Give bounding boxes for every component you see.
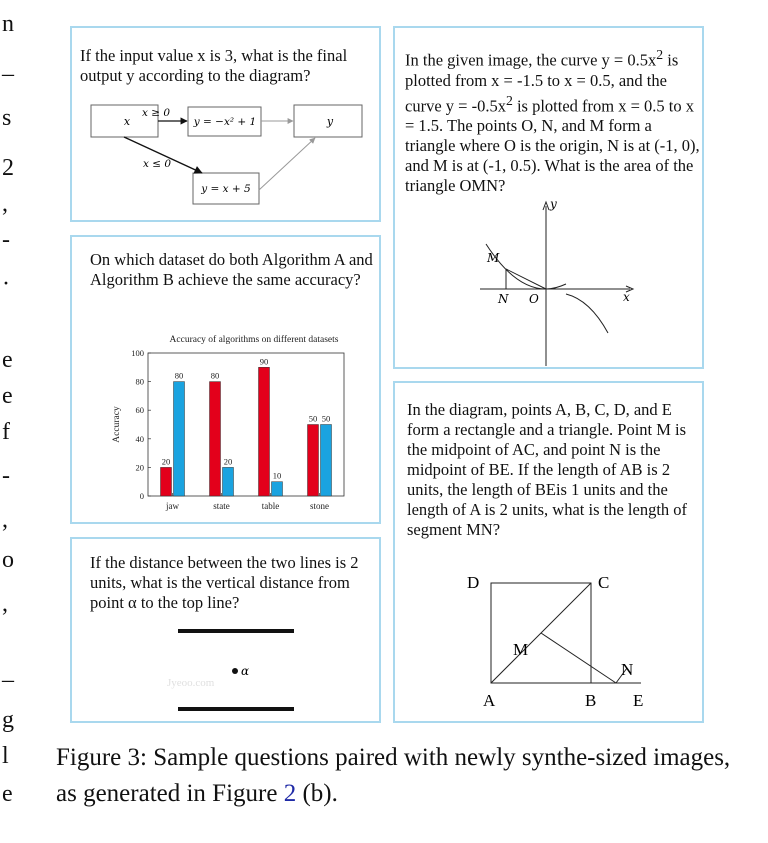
chart-title: Accuracy of algorithms on different datasets	[169, 335, 339, 345]
label-a: A	[483, 691, 496, 710]
margin-char: g	[2, 707, 14, 733]
point-alpha	[232, 668, 238, 674]
data-label: 50	[308, 413, 318, 424]
data-label: 90	[259, 356, 269, 367]
cond-lower: x ≤ 0	[142, 158, 172, 170]
label-d: D	[467, 573, 480, 592]
bar	[259, 367, 270, 496]
data-label: 80	[174, 370, 184, 381]
flow-diagram	[72, 28, 383, 224]
label-n: N	[621, 660, 634, 679]
label-y: y	[550, 197, 557, 211]
margin-char: e	[2, 781, 13, 807]
caption-suffix: (b).	[296, 780, 338, 807]
panel-parabola	[393, 26, 704, 369]
lines-diagram	[72, 539, 383, 725]
y-tick-label: 80	[135, 376, 144, 387]
margin-char: n	[2, 11, 14, 37]
bar	[308, 425, 319, 497]
curve-lower	[566, 294, 608, 333]
label-m: M	[487, 251, 500, 265]
x-tick-label: table	[261, 501, 280, 511]
margin-char: s	[2, 105, 12, 131]
x-tick-label: stone	[310, 501, 329, 511]
margin-char: 2	[2, 155, 14, 181]
margin-char: –	[2, 667, 14, 693]
figure-caption	[56, 740, 756, 812]
y-tick-label: 40	[135, 433, 144, 444]
y-tick-label: 20	[135, 462, 144, 473]
margin-char: -	[2, 227, 10, 253]
segment-mo	[506, 269, 546, 289]
label-c: C	[598, 573, 610, 592]
label-e: E	[633, 691, 644, 710]
arrow-lower-y	[259, 138, 315, 190]
label-m: M	[513, 640, 529, 659]
watermark: Jyeoo.com	[167, 677, 215, 689]
data-label: 80	[210, 370, 220, 381]
box-lower-label: y = x + 5	[201, 183, 251, 195]
margin-char: f	[2, 419, 10, 445]
y-tick-label: 0	[139, 491, 144, 501]
bar	[161, 467, 172, 496]
y-tick-label: 60	[135, 405, 144, 416]
label-b: B	[585, 691, 597, 710]
margin-char: -	[2, 463, 10, 489]
label-n: N	[498, 292, 509, 306]
left-margin-text	[0, 0, 30, 843]
data-label: 20	[161, 456, 171, 467]
panel-flow-diagram	[70, 26, 381, 222]
margin-char: ·	[2, 271, 10, 297]
question-text: In the given image, the curve $y = 0.5x^2$ is plotted from x = -1.5 to x = 0.5, and the curve $y = -0.5x^2$ is plotted from x = 0.5 to x = 1.5. The points O, N, and M form a triangle where O is the origin, N is at (-1, 0), and M is at (-1, 0.5). What is the area of the triangle OMN?	[405, 47, 700, 195]
margin-char: ,	[2, 507, 8, 533]
panel-two-lines	[70, 537, 381, 723]
x-tick-label: state	[213, 501, 230, 511]
data-label: 50	[321, 413, 331, 424]
box-x-label: x	[123, 115, 131, 128]
margin-char: ,	[2, 191, 8, 217]
figure-ref-link[interactable]: 2	[283, 780, 297, 807]
question-text: If the input value x is 3, what is the final output y according to the diagram?	[80, 46, 348, 85]
margin-char: ,	[2, 591, 8, 617]
point-alpha-label: α	[241, 664, 250, 678]
question-text: If the distance between the two lines is 2 units, what is the vertical distance from point α to the top line?	[90, 553, 359, 612]
caption-text: Figure 3: Sample questions paired with newly synthe-sized images, as generated in Figure	[56, 744, 731, 807]
data-label: 20	[223, 456, 233, 467]
cond-upper: x ≥ 0	[141, 107, 171, 119]
bar-chart	[72, 237, 383, 526]
bar	[272, 482, 283, 496]
question-text: On which dataset do both Algorithm A and Algorithm B achieve the same accuracy?	[90, 250, 373, 289]
bar	[321, 425, 332, 497]
segment-mn	[541, 633, 616, 683]
y-axis-label: Accuracy	[112, 406, 122, 443]
parabola-plot	[395, 28, 706, 371]
question-text: In the diagram, points A, B, C, D, and E form a rectangle and a triangle. Point M is the midpoint of AC, and point N is the midpoint of BE. If the length of AB is 2 units, the length of BEis 1 units and the length of A is 2 units, what is the length of segment MN?	[407, 400, 688, 539]
label-o: O	[529, 292, 539, 306]
rectangle-diagram	[395, 383, 706, 725]
margin-char: l	[2, 743, 9, 769]
margin-char: o	[2, 547, 14, 573]
data-label: 10	[272, 470, 282, 481]
margin-char: e	[2, 347, 13, 373]
label-x: x	[623, 290, 630, 304]
bar	[174, 382, 185, 496]
bar	[210, 382, 221, 496]
panel-bar-chart	[70, 235, 381, 524]
bar	[223, 467, 234, 496]
margin-char: e	[2, 383, 13, 409]
x-tick-label: jaw	[166, 501, 179, 511]
margin-char: –	[2, 61, 14, 87]
panel-rectangle	[393, 381, 704, 723]
box-upper-label: y = −x² + 1	[193, 116, 257, 128]
box-y-label: y	[326, 115, 334, 128]
y-tick-label: 100	[131, 348, 144, 358]
